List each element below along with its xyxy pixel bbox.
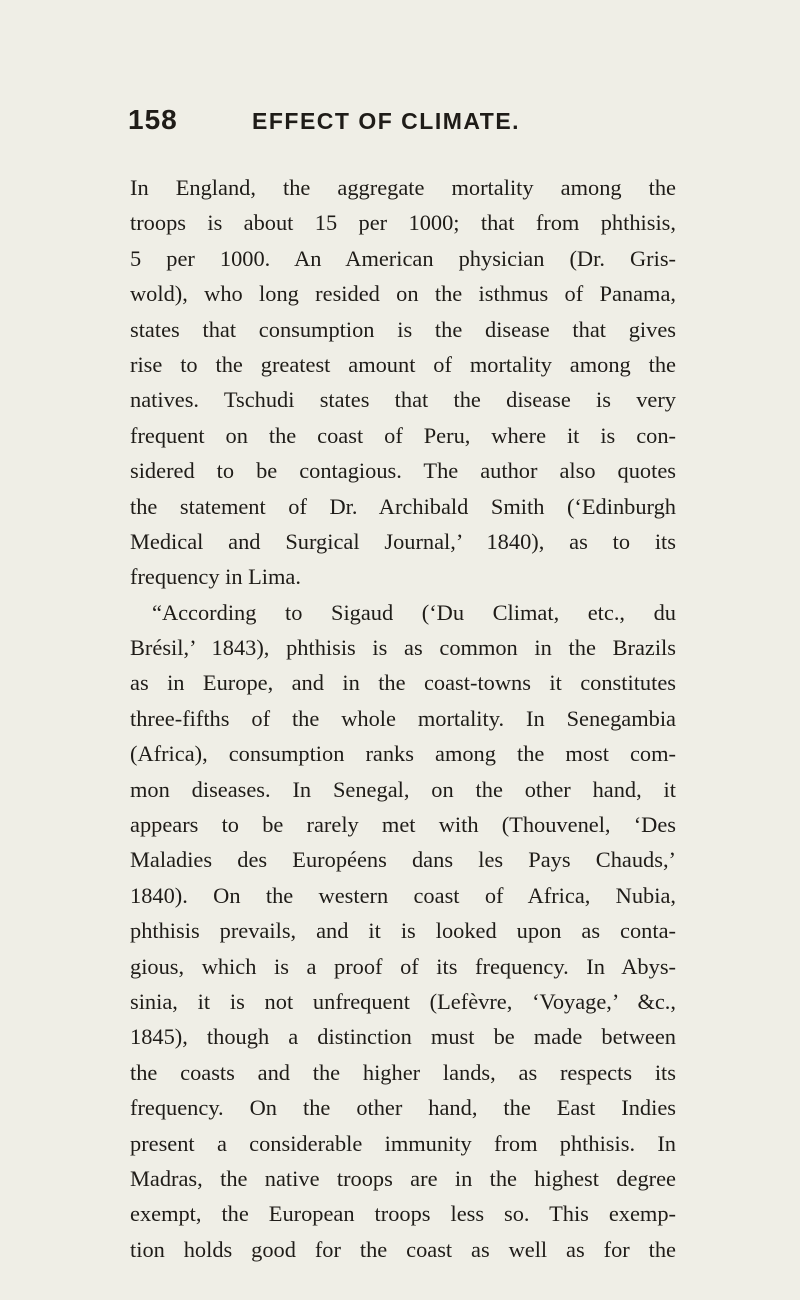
text-line: troops is about 15 per 1000; that from phthisis, [130,210,676,236]
text-line: phthisis prevails, and it is looked upon as conta- [130,918,676,944]
text-line: 1845), though a distinction must be made between [130,1024,676,1050]
text-line: appears to be rarely met with (Thouvenel, ‘Des [130,812,676,838]
text-line: gious, which is a proof of its frequency. In Abys- [130,953,676,979]
text-line: frequency in Lima. [130,564,301,590]
text-line: Madras, the native troops are in the highest degree [130,1165,676,1191]
chapter-title: EFFECT OF CLIMATE. [252,108,521,134]
text-line: frequency. On the other hand, the East Indies [130,1095,676,1121]
text-line: wold), who long resided on the isthmus of Panama, [130,281,676,307]
text-line: 5 per 1000. An American physician (Dr. Gris- [130,245,676,271]
text-line: tion holds good for the coast as well as for the [130,1236,676,1262]
text-line: sinia, it is not unfrequent (Lefèvre, ‘Voyage,’ &c., [130,988,676,1014]
text-line: the statement of Dr. Archibald Smith (‘Edinburgh [130,493,676,519]
text-line: Medical and Surgical Journal,’ 1840), as to its [130,528,676,554]
text-line: In England, the aggregate mortality among the [130,175,676,200]
text-line: three-fifths of the whole mortality. In Senegambia [130,705,676,731]
text-line: states that consumption is the disease that gives [130,316,676,342]
text-line: rise to the greatest amount of mortality among the [130,351,676,377]
text-line: present a considerable immunity from phthisis. In [130,1130,676,1156]
text-line: 1840). On the western coast of Africa, Nubia, [130,882,676,908]
running-head [128,104,688,144]
text-line: Brésil,’ 1843), phthisis is as common in the Brazils [130,635,676,661]
text-line: the coasts and the higher lands, as respects its [130,1059,676,1085]
text-line: (Africa), consumption ranks among the most com- [130,741,676,767]
text-line: “According to Sigaud (‘Du Climat, etc., du [152,599,676,625]
text-line: sidered to be contagious. The author also quotes [130,458,676,484]
text-line: Maladies des Européens dans les Pays Chauds,’ [130,847,676,873]
page-number: 158 [128,104,178,135]
text-line: as in Europe, and in the coast-towns it constitutes [130,670,676,696]
text-line: frequent on the coast of Peru, where it is con- [130,422,676,448]
body-text [130,170,676,1267]
text-line: mon diseases. In Senegal, on the other hand, it [130,776,676,802]
text-line: natives. Tschudi states that the disease is very [130,387,676,413]
text-line: exempt, the European troops less so. This exemp- [130,1201,676,1227]
